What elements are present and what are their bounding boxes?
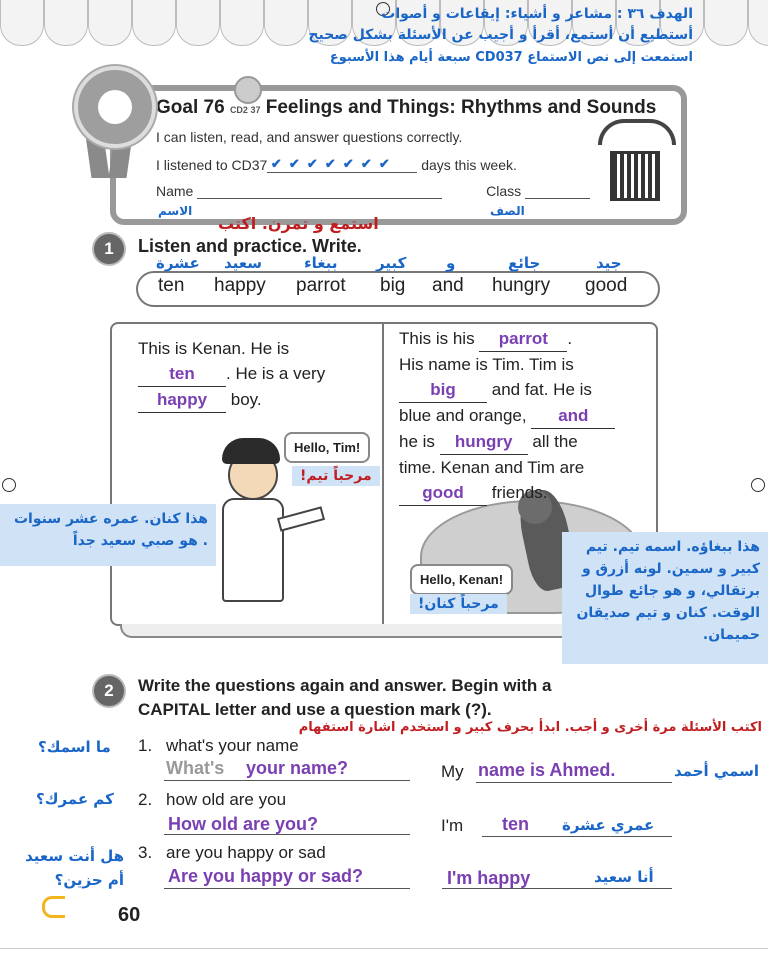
section1-heading: Listen and practice. Write.	[138, 236, 362, 256]
q3-reply-ar: أنا سعيد	[594, 868, 654, 886]
bubble-hello-kenan: Hello, Kenan!	[410, 564, 513, 595]
q1-reply: name is Ahmed.	[478, 760, 616, 780]
q3-prompt: are you happy or sad	[166, 843, 326, 862]
word-parrot-ar: ببغاء	[304, 254, 338, 272]
q1-prompt: what's your name	[166, 736, 299, 755]
kenan-robe	[222, 498, 284, 602]
class-field[interactable]	[525, 184, 590, 199]
kenan-hair	[222, 438, 280, 464]
header-ar-line1: الهدف ٣٦ : مشاعر و أشياء: إيقاعات و أصوات	[381, 6, 693, 22]
word-ten-ar: عشرة	[156, 254, 200, 272]
blank-good[interactable]: good	[399, 480, 487, 506]
section2-number: 2	[92, 674, 126, 708]
cd-disc-icon	[234, 76, 262, 104]
q1-number: 1.	[138, 736, 153, 755]
name-field[interactable]	[197, 184, 442, 199]
name-label-ar: الاسم	[158, 204, 193, 218]
word-happy: happy	[214, 275, 266, 296]
q1-answer-line[interactable]	[164, 780, 410, 781]
right-story-line7: time. Kenan and Tim are	[399, 458, 585, 477]
checks-line	[267, 155, 417, 173]
goal-name-line	[156, 183, 590, 199]
right-story-line6: all the	[532, 432, 578, 451]
word-happy-ar: سعيد	[224, 254, 263, 272]
blank-big[interactable]: big	[399, 377, 487, 403]
goal-title	[156, 97, 656, 119]
q2-answer: How old are you?	[168, 814, 319, 834]
right-story	[399, 326, 649, 506]
check-icon[interactable]: ✔	[378, 156, 390, 171]
word-ten: ten	[158, 275, 185, 296]
word-hungry-ar: جائع	[508, 254, 541, 272]
word-and: and	[432, 275, 464, 296]
blank-parrot[interactable]: parrot	[479, 326, 567, 352]
right-story-line2: His name is Tim. Tim is	[399, 355, 574, 374]
goal-badge-icon	[74, 66, 156, 148]
blank-happy[interactable]: happy	[138, 387, 226, 413]
q2-prompt: how old are you	[166, 790, 287, 809]
check-icon[interactable]: ✔	[324, 156, 336, 171]
right-translation: هذا ببغاؤه. اسمه تيم. تيم كبير و سمين. لونه أزرق و برتقالي، و هو جائع طوال الوقت. كنان و تيم صديقان حميمان.	[562, 532, 768, 664]
q1-reply-prefix: My	[441, 762, 464, 781]
name-label: Name	[156, 183, 194, 199]
word-good-ar: جيد	[596, 254, 622, 272]
check-icon[interactable]: ✔	[270, 156, 282, 171]
listened-suffix: days this week.	[421, 157, 517, 173]
page-number: 60	[118, 904, 141, 926]
right-story-line4: blue and orange,	[399, 406, 527, 425]
q2-reply-line[interactable]	[482, 836, 672, 837]
q1-printed-word: What's	[166, 758, 225, 778]
right-story-line8: friends.	[491, 483, 548, 502]
check-icon[interactable]: ✔	[342, 156, 354, 171]
q2-reply-ar: عمري عشرة	[562, 816, 655, 834]
header-ar-line3: استمعت إلى نص الاستماع CD037 سبعة أيام هذا الأسبوع	[329, 50, 693, 65]
word-good: good	[585, 275, 628, 296]
word-parrot: parrot	[296, 275, 346, 296]
badge-center	[98, 90, 132, 124]
period: .	[567, 329, 573, 348]
left-story-line2: . He is a very	[226, 364, 326, 383]
school-logo-icon	[42, 896, 65, 918]
word-and-ar: و	[446, 254, 456, 272]
qr-code-icon	[610, 151, 660, 201]
blank-and[interactable]: and	[531, 403, 615, 429]
q1-reply-line[interactable]	[476, 782, 672, 783]
q3-answer-line[interactable]	[164, 888, 410, 889]
q2-number: 2.	[138, 790, 153, 809]
goal-number: Goal 76	[156, 97, 225, 118]
listened-prefix: I listened to CD37	[156, 157, 268, 173]
left-story	[138, 336, 353, 413]
check-icon[interactable]: ✔	[306, 156, 318, 171]
goal-can-line: I can listen, read, and answer questions correctly.	[156, 129, 463, 145]
section2-heading-line2: CAPITAL letter and use a question mark (?).	[138, 700, 492, 719]
section1-number: 1	[92, 232, 126, 266]
bubble-hello-tim: Hello, Tim!	[284, 432, 370, 463]
section2-heading-ar: اكتب الأسئلة مرة أخرى و أجب. ابدأ بحرف كبير و استخدم اشارة استفهام	[298, 720, 762, 735]
q3-number: 3.	[138, 843, 153, 862]
q3-answer: Are you happy or sad?	[168, 866, 364, 886]
cd-label: CD2 37	[229, 105, 261, 115]
registration-mark-right	[751, 478, 765, 492]
blank-ten[interactable]: ten	[138, 361, 226, 387]
left-story-line3: boy.	[230, 390, 262, 409]
word-big: big	[380, 275, 406, 296]
right-story-line1: This is his	[399, 329, 475, 348]
left-translation: هذا كنان. عمره عشر سنوات . هو صبي سعيد جداً	[0, 504, 216, 566]
goal-box	[110, 85, 687, 225]
bubble-hello-tim-ar: مرحباً تيم!	[292, 466, 380, 486]
q2-reply: ten	[502, 814, 529, 834]
q2-ar: كم عمرك؟	[36, 790, 114, 808]
q1-ar: ما اسمك؟	[38, 738, 111, 756]
check-icon[interactable]: ✔	[360, 156, 372, 171]
bottom-rule	[0, 948, 768, 949]
right-story-line3: and fat. He is	[491, 380, 592, 399]
left-story-line1: This is Kenan. He is	[138, 339, 290, 358]
section1-heading-ar: استمع و تمرن. اكتب	[218, 214, 379, 233]
bubble-hello-kenan-ar: مرحباً كنان!	[410, 594, 507, 614]
headphones-icon	[598, 119, 676, 145]
q2-reply-prefix: I'm	[441, 816, 464, 835]
q1-answer: your name?	[246, 758, 349, 778]
q1-reply-ar: اسمي أحمد	[674, 762, 760, 780]
registration-mark-left	[2, 478, 16, 492]
goal-listened-line	[156, 155, 517, 173]
check-icon[interactable]: ✔	[288, 156, 300, 171]
class-label: Class	[486, 183, 522, 199]
class-label-ar: الصف	[490, 204, 525, 218]
header-ar-line2: أستطيع أن أستمع، أقرأ و أجيب عن الأسئلة بشكل صحيح	[308, 27, 693, 43]
word-hungry: hungry	[492, 275, 551, 296]
right-story-line5: he is	[399, 432, 435, 451]
q3-reply: I'm happy	[447, 868, 531, 888]
word-big-ar: كبير	[376, 254, 407, 272]
blank-hungry[interactable]: hungry	[440, 429, 528, 455]
goal-topic: Feelings and Things: Rhythms and Sounds	[265, 97, 657, 118]
q3-ar: هل أنت سعيد أم حزين؟	[25, 847, 124, 889]
section2-heading-line1: Write the questions again and answer. Begin with a	[138, 676, 552, 695]
